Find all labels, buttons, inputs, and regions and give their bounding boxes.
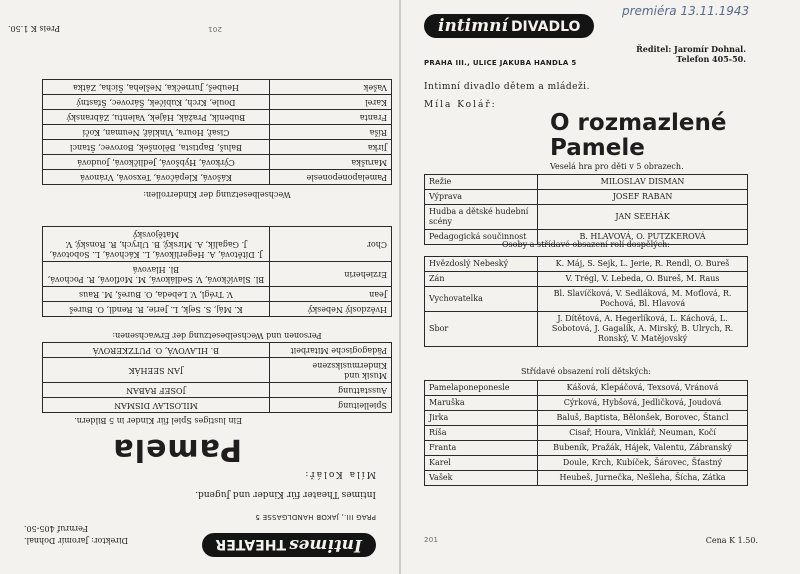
child-cast-row-de: [43, 170, 392, 185]
name-cell: V. Trégl, V. Lebeda, O. Bureš, M. Raus: [538, 272, 748, 287]
logo-bold-text: DIVADLO: [510, 19, 581, 35]
name-cell: Bubeník, Pražák, Hájek, Valentu, Zábranský: [538, 441, 748, 456]
name-cell: MILOSLAV DISMAN: [538, 175, 748, 190]
role-cell: Hvězdoslý Nebeský: [425, 257, 538, 272]
child-cast-row-de: [43, 110, 392, 125]
name-cell: Baluš, Baptista, Bělonšek, Borovec, Štancl: [538, 411, 748, 426]
child-cast-row: [425, 381, 748, 396]
child-cast-row: [425, 471, 748, 486]
role-cell: Karel: [425, 456, 538, 471]
crew-table-de: [42, 342, 392, 413]
child-cast-heading: Střídavé obsazení rolí dětských:: [521, 367, 651, 376]
phone: Telefon 405-50.: [676, 54, 746, 64]
role-cell: Franta: [425, 441, 538, 456]
child-cast-row-de: [43, 95, 392, 110]
play-title-line1: O rozmazlené: [550, 110, 727, 136]
name-cell: V. Trégl, V. Lebeda, O. Bureš, M. Raus: [43, 287, 270, 302]
name-cell: K. Máj, S. Sejk, L. Jerie, R. Rendl, O. Bureš: [43, 302, 270, 317]
address: PRAHA III., ULICE JAKUBA HANDLA 5: [424, 59, 577, 67]
role-cell: Vašek: [425, 471, 538, 486]
name-cell: Doule, Krch, Kubíček, Šárovec, Šťastný: [538, 456, 748, 471]
role-cell: Ríša: [269, 125, 391, 140]
role-cell: Hvězdoslý Nebeský: [269, 302, 391, 317]
name-cell: JOSEF RABAN: [538, 190, 748, 205]
name-cell: K. Máj, S. Sejk, L. Jerie, R. Rendl, O. Bureš: [538, 257, 748, 272]
role-cell: Erzieherin: [269, 262, 391, 287]
crew-row-de: [43, 398, 392, 413]
name-cell: Bl. Slavíčková, V. Sedláková, M. Moťlová, R. Pochová, Bl. Hlavová: [43, 262, 270, 287]
german-page: [8, 10, 392, 565]
crew-row: [425, 205, 748, 230]
subtitle-theatre-de: Intimes Theater für Kinder und Jugend.: [195, 489, 376, 499]
adult-cast-row-de: [43, 262, 392, 287]
role-cell: Jean: [269, 287, 391, 302]
address-de: PRAG III., JAKOB HANDLGASSE 5: [255, 513, 376, 521]
role-cell: Maruška: [269, 155, 391, 170]
child-cast-table-de: [42, 79, 392, 185]
genre-de: Ein lustiges Spiel für Kinder in 5 Bildern.: [74, 416, 242, 425]
name-cell: Cisař, Houra, Vinklář, Neuman, Kočí: [43, 125, 270, 140]
role-cell: Musik und Kindermusikszene: [269, 358, 391, 383]
name-cell: J. Dítětová, A. Hegerlíková, L. Káchová, L. Sobotová, J. Gagalík, A. Mirský, B. Ulrych, R. Ronský, V. Matějovský: [538, 312, 748, 347]
role-cell: Zán: [425, 272, 538, 287]
adult-cast-row-de: [43, 287, 392, 302]
subtitle-theatre: Intimní divadlo dětem a mládeži.: [424, 82, 590, 92]
adult-cast-row: [425, 312, 748, 347]
handwritten-premiere-note: premiéra 13.11.1943: [622, 4, 750, 18]
phone-de: Fernruf 405-50.: [24, 524, 88, 533]
role-cell: Pamelaponeponesle: [269, 170, 391, 185]
czech-page: [408, 4, 792, 570]
name-cell: Doule, Krch, Kubíček, Šárovec, Šťastný: [43, 95, 270, 110]
crew-row: [425, 175, 748, 190]
role-cell: Maruška: [425, 396, 538, 411]
name-cell: Heubeš, Jurnečka, Nešleha, Šícha, Zátka: [43, 80, 270, 95]
child-cast-row: [425, 396, 748, 411]
role-cell: Pädagogische Mitarbeit: [269, 343, 391, 358]
child-cast-row: [425, 411, 748, 426]
role-cell: Režie: [425, 175, 538, 190]
director: Ředitel: Jaromír Dohnal.: [636, 44, 746, 54]
theatre-logo: [424, 14, 594, 38]
adult-cast-row: [425, 272, 748, 287]
name-cell: Bl. Slavíčková, V. Sedláková, M. Moťlová, R. Pochová, Bl. Hlavová: [538, 287, 748, 312]
name-cell: Bubeník, Pražák, Hájek, Valentu, Zábranský: [43, 110, 270, 125]
theatre-logo-de: [202, 533, 376, 557]
director-de: Direktor: Jaromír Dohnal.: [24, 536, 129, 545]
genre: Veselá hra pro děti v 5 obrazech.: [550, 162, 684, 171]
role-cell: Jirka: [425, 411, 538, 426]
name-cell: Cýrková, Hybšová, Jedličková, Joudová: [43, 155, 270, 170]
role-cell: Pedagogická součinnost: [425, 230, 538, 245]
role-cell: Vychovatelka: [425, 287, 538, 312]
child-cast-row: [425, 426, 748, 441]
crew-table: [424, 174, 748, 245]
child-cast-row-de: [43, 140, 392, 155]
author-de: Míla Kolář:: [303, 469, 376, 479]
name-cell: B. HLAVOVÁ, O. PUTZKEROVÁ: [43, 343, 270, 358]
name-cell: JOSEF RABAN: [43, 383, 270, 398]
price-de: Preis K 1.50.: [8, 24, 61, 33]
role-cell: Hudba a dětské hudební scény: [425, 205, 538, 230]
child-cast-table: [424, 380, 748, 486]
author: Míla Kolář:: [424, 100, 497, 110]
name-cell: B. HLAVOVÁ, O. PUTZKEROVÁ: [538, 230, 748, 245]
role-cell: Pamelaponeponesle: [425, 381, 538, 396]
logo-bold-text-de: THEATER: [215, 536, 286, 552]
adult-cast-row-de: [43, 227, 392, 262]
adult-cast-heading: Osoby a střídavé obsazení rolí dospělých:: [502, 240, 670, 249]
name-cell: JAN SEEHÁK: [43, 358, 270, 383]
role-cell: Spielleitung: [269, 398, 391, 413]
logo-italic-text-de: Intimes: [289, 535, 362, 555]
child-cast-row: [425, 456, 748, 471]
child-cast-row-de: [43, 155, 392, 170]
adult-cast-row-de: [43, 302, 392, 317]
child-cast-row-de: [43, 125, 392, 140]
name-cell: Cisař, Houra, Vinklář, Neuman, Kočí: [538, 426, 748, 441]
crew-row-de: [43, 358, 392, 383]
name-cell: Baluš, Baptista, Bělonšek, Borovec, Štancl: [43, 140, 270, 155]
name-cell: J. Dítětová, A. Hegerlíková, L. Káchová, L. Sobotová, J. Gagalík, A. Mirský, B. Ulrych, R. Ronský, V. Matějovský: [43, 227, 270, 262]
crew-row-de: [43, 383, 392, 398]
play-title-de: Pamela: [112, 432, 242, 467]
logo-italic-text: intimní: [438, 16, 508, 36]
name-cell: JAN SEEHÁK: [538, 205, 748, 230]
role-cell: Chor: [269, 227, 391, 262]
page-mark: 201: [424, 536, 439, 544]
adult-cast-table: [424, 256, 748, 347]
role-cell: Karel: [269, 95, 391, 110]
crew-row: [425, 190, 748, 205]
name-cell: Kášová, Klepáčová, Texsová, Vránová: [43, 170, 270, 185]
role-cell: Ríša: [425, 426, 538, 441]
child-cast-row-de: [43, 80, 392, 95]
role-cell: Sbor: [425, 312, 538, 347]
price: Cena K 1.50.: [705, 536, 758, 545]
crew-row-de: [43, 343, 392, 358]
child-cast-row: [425, 441, 748, 456]
child-cast-heading-de: Wechselbesetzung der Kinderrollen:: [143, 190, 291, 199]
fold-line: [399, 0, 401, 574]
role-cell: Franta: [269, 110, 391, 125]
adult-cast-table-de: [42, 226, 392, 317]
name-cell: Cýrková, Hybšová, Jedličková, Joudová: [538, 396, 748, 411]
play-title-line2: Pamele: [550, 135, 645, 161]
adult-cast-row: [425, 257, 748, 272]
name-cell: Kášová, Klepáčová, Texsová, Vránová: [538, 381, 748, 396]
page-mark-de: 201: [207, 25, 222, 33]
role-cell: Jirka: [269, 140, 391, 155]
role-cell: Výprava: [425, 190, 538, 205]
adult-cast-heading-de: Personen und Wechselbesetzung der Erwachsenen:: [112, 331, 322, 340]
role-cell: Vašek: [269, 80, 391, 95]
name-cell: MILOSLAV DISMAN: [43, 398, 270, 413]
role-cell: Ausstattung: [269, 383, 391, 398]
adult-cast-row: [425, 287, 748, 312]
name-cell: Heubeš, Jurnečka, Nešleha, Šícha, Zátka: [538, 471, 748, 486]
